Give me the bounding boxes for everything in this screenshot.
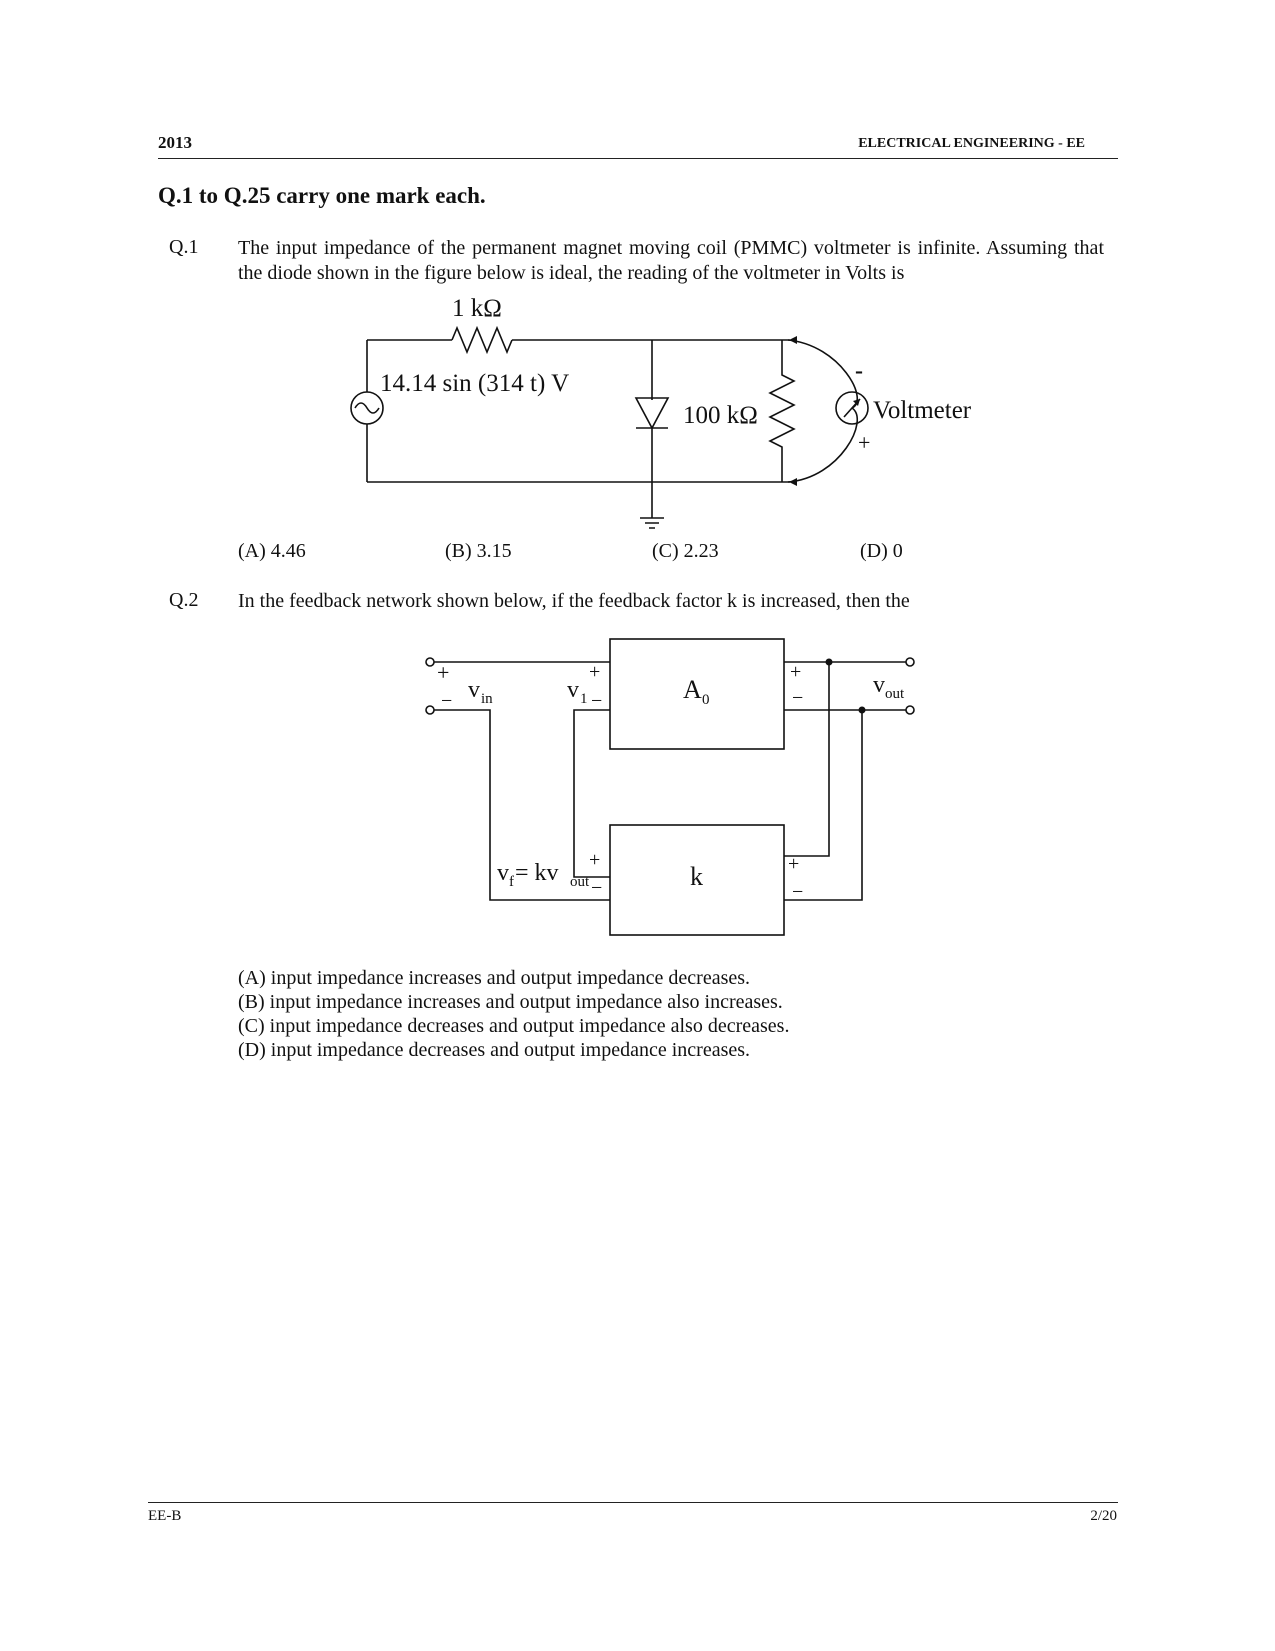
q2-option-b: (B) input impedance increases and output impedance also increases. — [238, 991, 783, 1013]
section-title: Q.1 to Q.25 carry one mark each. — [158, 183, 486, 208]
q2-amp-sub: 0 — [702, 692, 710, 708]
q2-vin-plus: + — [437, 660, 450, 685]
q2-fb-plus: + — [788, 853, 800, 875]
q2-v1: v — [567, 677, 579, 703]
q1-option-b: (B) 3.15 — [445, 540, 512, 562]
q1-meter-plus: + — [858, 430, 871, 455]
q2-vin-sub: in — [481, 691, 493, 707]
q2-junction-bottom — [859, 707, 866, 714]
q2-text: In the feedback network shown below, if the feedback factor k is increased, then the — [238, 590, 910, 612]
q2-vin: v — [468, 677, 480, 703]
q2-vout: v — [873, 672, 885, 698]
footer-rule — [148, 1502, 1118, 1503]
q2-option-d: (D) input impedance decreases and output impedance increases. — [238, 1039, 751, 1061]
q2-amp-label: A — [683, 675, 702, 704]
q2-vf-minus: − — [591, 877, 603, 899]
q2-vf-eq: = kv — [515, 860, 559, 886]
q1-option-a: (A) 4.46 — [238, 540, 306, 562]
q1-option-c: (C) 2.23 — [652, 540, 719, 562]
q1-resistor-label: 1 kΩ — [452, 295, 502, 322]
q2-vout-sub: out — [885, 686, 905, 702]
q2-option-a: (A) input impedance increases and output impedance decreases. — [238, 967, 751, 989]
q1-meter-minus: - — [855, 358, 863, 384]
q2-junction-top — [826, 659, 833, 666]
q2-vf-sub: f — [509, 874, 514, 890]
header-year: 2013 — [158, 133, 192, 152]
q2-vf-sub2: out — [570, 874, 590, 890]
q2-v1-sub: 1 — [580, 691, 588, 707]
header-subject: ELECTRICAL ENGINEERING - EE — [858, 136, 1085, 151]
q2-input-terminal-top — [426, 658, 434, 666]
q2-vf: v — [497, 860, 509, 886]
q2-fb-label: k — [690, 862, 703, 891]
footer-page-number: 2/20 — [1090, 1508, 1117, 1524]
q1-option-d: (D) 0 — [860, 540, 903, 562]
q1-text: The input impedance of the permanent magnet moving coil (PMMC) voltmeter is infinite. Assuming that the diode shown in the figure below is ideal, the reading of the voltmeter in Volts is — [238, 237, 1104, 284]
q2-v1-minus: − — [591, 690, 603, 712]
footer-code: EE-B — [148, 1508, 182, 1524]
q1-source-label: 14.14 sin (314 t) V — [380, 370, 570, 397]
q2-output-terminal-bottom — [906, 706, 914, 714]
q1-meter-label: Voltmeter — [873, 397, 972, 424]
q2-vf-plus: + — [589, 849, 601, 871]
q2-out-plus: + — [790, 661, 802, 683]
q2-input-terminal-bottom — [426, 706, 434, 714]
q1-load-label: 100 kΩ — [683, 402, 758, 429]
q2-fb-minus: − — [792, 881, 804, 903]
q2-out-minus: − — [792, 687, 804, 709]
q2-wire-feedback-plus — [784, 662, 829, 856]
q2-v1-plus: + — [589, 661, 601, 683]
q2-option-c: (C) input impedance decreases and output impedance also decreases. — [238, 1015, 790, 1037]
q1-number: Q.1 — [169, 236, 199, 258]
q2-vin-minus: − — [441, 690, 453, 712]
q2-output-terminal-top — [906, 658, 914, 666]
q2-number: Q.2 — [169, 589, 199, 611]
